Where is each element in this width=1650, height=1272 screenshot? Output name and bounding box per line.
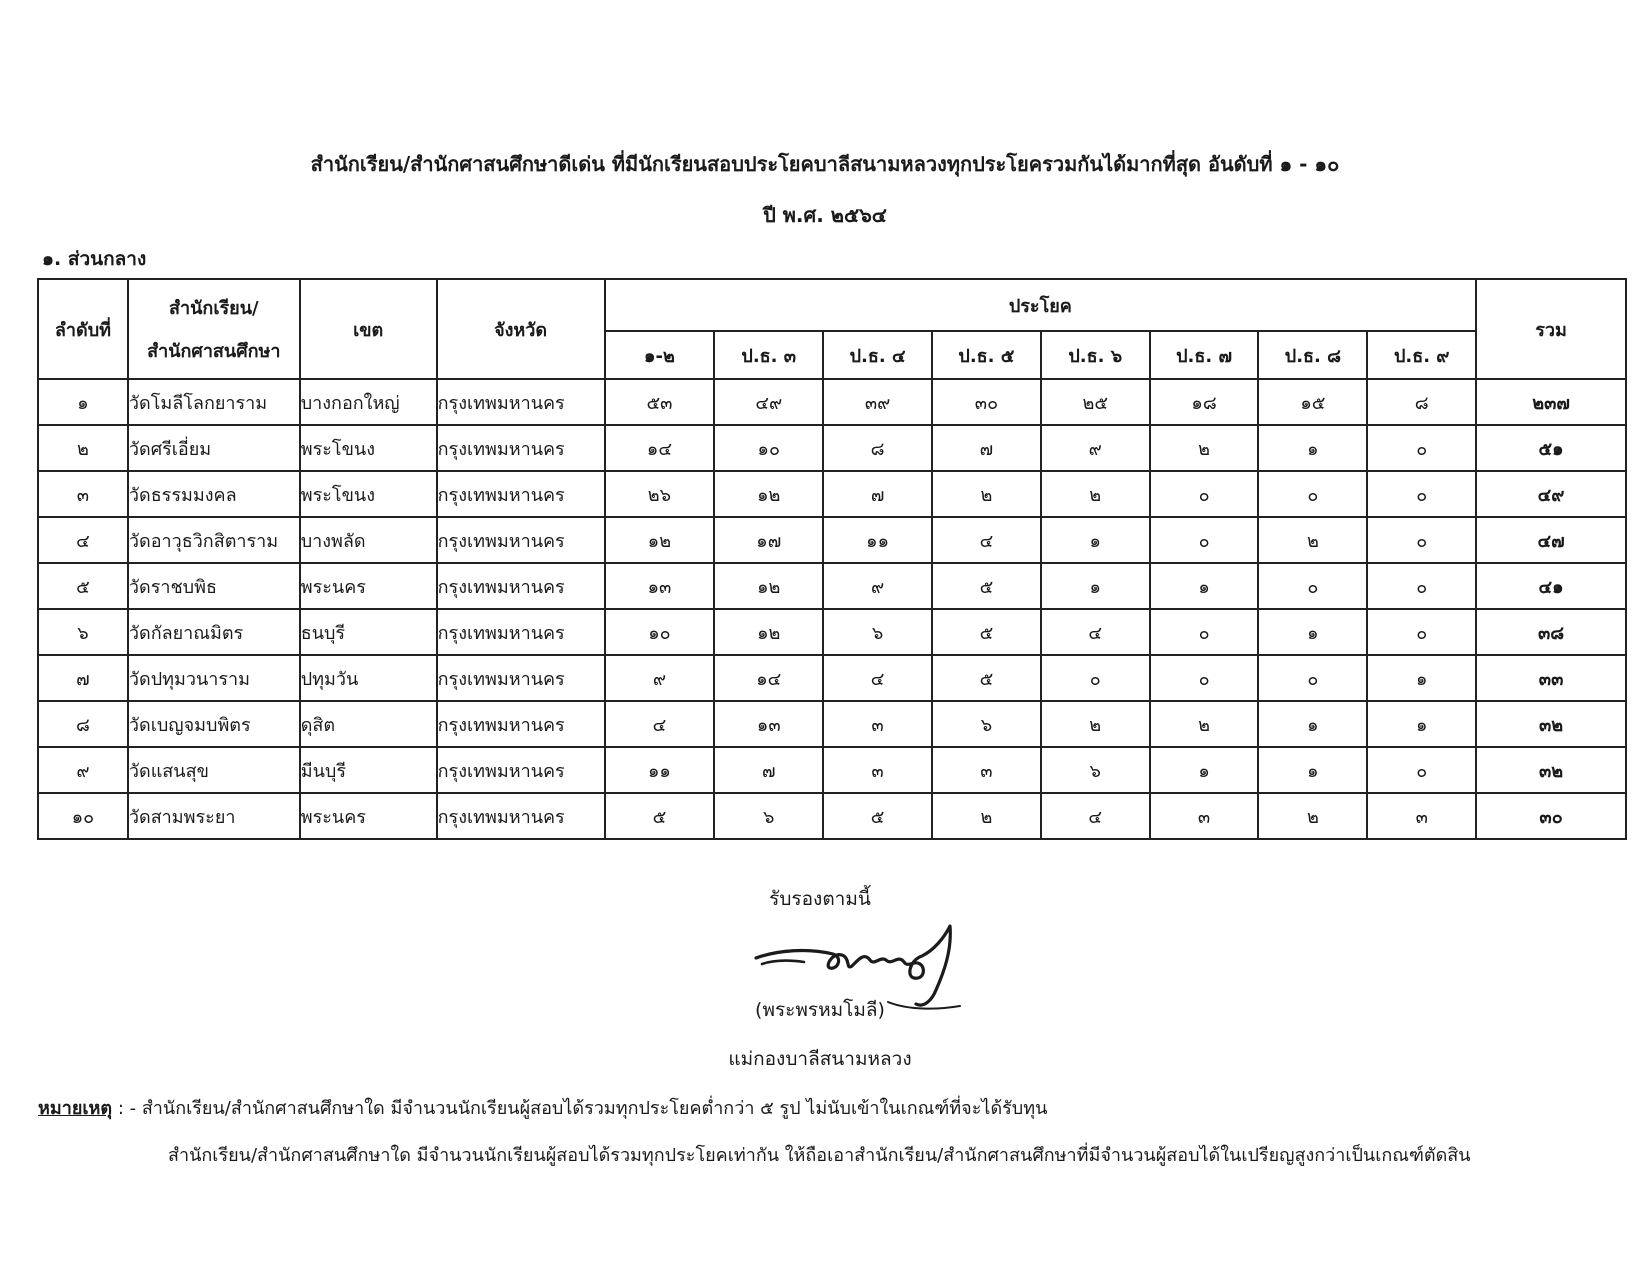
grade-cell: ๒: [1150, 425, 1259, 471]
grade-cell: ๒: [1150, 701, 1259, 747]
grade-cell: ๕: [823, 793, 932, 839]
grade-cell: ๑: [1041, 517, 1150, 563]
signer-position: แม่กองบาลีสนามหลวง: [728, 1048, 912, 1070]
grade-cell: ๒๕: [1041, 379, 1150, 425]
province-cell: กรุงเทพมหานคร: [437, 609, 605, 655]
province-cell: กรุงเทพมหานคร: [437, 471, 605, 517]
rank-cell: ๖: [38, 609, 128, 655]
grade-cell: ๑๒: [714, 471, 823, 517]
note-line-2: สำนักเรียน/สำนักศาสนศึกษาใด มีจำนวนนักเรียนผู้สอบได้รวมทุกประโยคเท่ากัน ให้ถือเอาสำนักเรียน/สำนักศาสนศึกษาที่มีจำนวนผู้สอบได้ในเปรียญสูงกว่าเป็นเกณฑ์ตัดสิน: [168, 1145, 1471, 1166]
grade-cell: ๕: [932, 563, 1041, 609]
grade-cell: ๙: [823, 563, 932, 609]
school-cell: วัดโมลีโลกยาราม: [128, 379, 300, 425]
table-row: [38, 425, 1626, 471]
grade-cell: ๕: [932, 609, 1041, 655]
grade-cell: ๐: [1258, 563, 1367, 609]
grade-cell: ๑: [1041, 563, 1150, 609]
grade-cell: ๔: [932, 517, 1041, 563]
grade-cell: ๐: [1367, 563, 1476, 609]
grade-cell: ๖: [1041, 747, 1150, 793]
grade-cell: ๑: [1367, 655, 1476, 701]
grade-cell: ๘: [1367, 379, 1476, 425]
header-grade: ป.ธ. ๘: [1258, 331, 1367, 379]
grade-cell: ๑: [1258, 747, 1367, 793]
grade-cell: ๖: [823, 609, 932, 655]
grade-cell: ๑๑: [605, 747, 715, 793]
grade-cell: ๑๔: [605, 425, 715, 471]
grade-cell: ๓: [823, 701, 932, 747]
school-cell: วัดกัลยาณมิตร: [128, 609, 300, 655]
table-row: [38, 747, 1626, 793]
grade-cell: ๕๓: [605, 379, 715, 425]
header-grade: ป.ธ. ๙: [1367, 331, 1476, 379]
province-cell: กรุงเทพมหานคร: [437, 747, 605, 793]
header-grade: ป.ธ. ๓: [714, 331, 823, 379]
grade-cell: ๑๕: [1258, 379, 1367, 425]
school-cell: วัดสามพระยา: [128, 793, 300, 839]
grade-cell: ๑: [1258, 701, 1367, 747]
total-cell: ๓๒: [1476, 747, 1626, 793]
grade-cell: ๗: [823, 471, 932, 517]
grade-cell: ๔๙: [714, 379, 823, 425]
grade-cell: ๐: [1150, 655, 1259, 701]
school-cell: วัดศรีเอี่ยม: [128, 425, 300, 471]
grade-cell: ๗: [714, 747, 823, 793]
section-heading: ๑. ส่วนกลาง: [42, 248, 147, 270]
total-cell: ๔๗: [1476, 517, 1626, 563]
header-school-line2: สำนักศาสนศึกษา: [147, 341, 281, 362]
district-cell: พระโขนง: [300, 471, 437, 517]
grade-cell: ๑๘: [1150, 379, 1259, 425]
header-grade: ป.ธ. ๗: [1150, 331, 1259, 379]
header-school: [128, 279, 300, 379]
grade-cell: ๒: [1041, 471, 1150, 517]
grade-cell: ๖: [932, 701, 1041, 747]
header-province: จังหวัด: [437, 279, 605, 379]
rank-cell: ๓: [38, 471, 128, 517]
note-label: หมายเหตุ: [38, 1098, 113, 1119]
header-total: รวม: [1476, 279, 1626, 379]
district-cell: มีนบุรี: [300, 747, 437, 793]
header-grade: ป.ธ. ๔: [823, 331, 932, 379]
grade-cell: ๐: [1041, 655, 1150, 701]
grade-cell: ๑๒: [714, 563, 823, 609]
rank-cell: ๘: [38, 701, 128, 747]
document-title: สำนักเรียน/สำนักศาสนศึกษาดีเด่น ที่มีนักเรียนสอบประโยคบาลีสนามหลวงทุกประโยครวมกันได้มากที่สุด อันดับที่ ๑ - ๑๐: [310, 152, 1340, 176]
grade-cell: ๕: [605, 793, 715, 839]
total-cell: ๕๑: [1476, 425, 1626, 471]
total-cell: ๓๐: [1476, 793, 1626, 839]
table-row: [38, 379, 1626, 425]
grade-cell: ๑๔: [714, 655, 823, 701]
grade-cell: ๑๒: [714, 609, 823, 655]
document-year: ปี พ.ศ. ๒๕๖๔: [763, 203, 887, 227]
grade-cell: ๒: [1041, 701, 1150, 747]
table-row: [38, 563, 1626, 609]
signer-name: (พระพรหมโมลี): [755, 999, 885, 1021]
grade-cell: ๐: [1150, 609, 1259, 655]
header-district: เขต: [300, 279, 437, 379]
grade-cell: ๑๑: [823, 517, 932, 563]
grade-cell: ๑: [1367, 701, 1476, 747]
total-cell: ๔๙: [1476, 471, 1626, 517]
grade-cell: ๐: [1258, 471, 1367, 517]
grade-cell: ๑: [1150, 563, 1259, 609]
district-cell: ธนบุรี: [300, 609, 437, 655]
school-cell: วัดธรรมมงคล: [128, 471, 300, 517]
grade-cell: ๕: [932, 655, 1041, 701]
rank-cell: ๗: [38, 655, 128, 701]
grade-cell: ๔: [605, 701, 715, 747]
province-cell: กรุงเทพมหานคร: [437, 793, 605, 839]
grade-cell: ๓: [1150, 793, 1259, 839]
grade-cell: ๔: [1041, 609, 1150, 655]
table-row: [38, 655, 1626, 701]
grade-cell: ๔: [823, 655, 932, 701]
grade-cell: ๑: [1258, 609, 1367, 655]
district-cell: พระนคร: [300, 563, 437, 609]
grade-cell: ๒๖: [605, 471, 715, 517]
rank-cell: ๑: [38, 379, 128, 425]
grade-cell: ๘: [823, 425, 932, 471]
grade-cell: ๐: [1367, 517, 1476, 563]
grade-cell: ๑๒: [605, 517, 715, 563]
table-body: [38, 379, 1626, 839]
header-grade-group: ประโยค: [605, 279, 1477, 331]
district-cell: บางพลัด: [300, 517, 437, 563]
rank-cell: ๕: [38, 563, 128, 609]
rank-cell: ๙: [38, 747, 128, 793]
grade-cell: ๐: [1150, 517, 1259, 563]
grade-cell: ๓: [823, 747, 932, 793]
grade-cell: ๐: [1367, 609, 1476, 655]
grade-cell: ๐: [1367, 425, 1476, 471]
note-text-1: : - สำนักเรียน/สำนักศาสนศึกษาใด มีจำนวนนักเรียนผู้สอบได้รวมทุกประโยคต่ำกว่า ๕ รูป ไม่นับเข้าในเกณฑ์ที่จะได้รับทุน: [112, 1098, 1048, 1119]
header-grade: ป.ธ. ๕: [932, 331, 1041, 379]
grade-cell: ๔: [1041, 793, 1150, 839]
grade-cell: ๑๐: [714, 425, 823, 471]
province-cell: กรุงเทพมหานคร: [437, 701, 605, 747]
total-cell: ๔๑: [1476, 563, 1626, 609]
district-cell: พระโขนง: [300, 425, 437, 471]
table-row: [38, 471, 1626, 517]
header-school-line1: สำนักเรียน/: [169, 298, 259, 319]
header-rank: ลำดับที่: [38, 279, 128, 379]
district-cell: พระนคร: [300, 793, 437, 839]
grade-cell: ๑: [1258, 425, 1367, 471]
grade-cell: ๑๓: [605, 563, 715, 609]
rank-cell: ๔: [38, 517, 128, 563]
district-cell: ปทุมวัน: [300, 655, 437, 701]
grade-cell: ๑๗: [714, 517, 823, 563]
approval-text: รับรองตามนี้: [769, 888, 871, 910]
grade-cell: ๓๐: [932, 379, 1041, 425]
grade-cell: ๐: [1150, 471, 1259, 517]
grade-cell: ๐: [1258, 655, 1367, 701]
total-cell: ๓๒: [1476, 701, 1626, 747]
province-cell: กรุงเทพมหานคร: [437, 425, 605, 471]
province-cell: กรุงเทพมหานคร: [437, 655, 605, 701]
header-grade: ๑-๒: [605, 331, 715, 379]
table-row: [38, 609, 1626, 655]
grade-cell: ๓๙: [823, 379, 932, 425]
total-cell: ๓๘: [1476, 609, 1626, 655]
school-cell: วัดอาวุธวิกสิตาราม: [128, 517, 300, 563]
header-grade: ป.ธ. ๖: [1041, 331, 1150, 379]
grade-cell: ๑๓: [714, 701, 823, 747]
grade-cell: ๙: [605, 655, 715, 701]
school-cell: วัดเบญจมบพิตร: [128, 701, 300, 747]
grade-cell: ๒: [932, 471, 1041, 517]
grade-cell: ๒: [1258, 793, 1367, 839]
school-cell: วัดแสนสุข: [128, 747, 300, 793]
school-cell: วัดราชบพิธ: [128, 563, 300, 609]
grade-cell: ๓: [1367, 793, 1476, 839]
province-cell: กรุงเทพมหานคร: [437, 517, 605, 563]
grade-cell: ๑๐: [605, 609, 715, 655]
grade-cell: ๗: [932, 425, 1041, 471]
rank-cell: ๑๐: [38, 793, 128, 839]
province-cell: กรุงเทพมหานคร: [437, 379, 605, 425]
grade-cell: ๒: [932, 793, 1041, 839]
table-row: [38, 793, 1626, 839]
table-row: [38, 517, 1626, 563]
grade-cell: ๙: [1041, 425, 1150, 471]
grade-cell: ๖: [714, 793, 823, 839]
grade-cell: ๐: [1367, 747, 1476, 793]
school-cell: วัดปทุมวนาราม: [128, 655, 300, 701]
grade-cell: ๐: [1367, 471, 1476, 517]
rank-cell: ๒: [38, 425, 128, 471]
results-table: [37, 278, 1627, 840]
total-cell: ๓๓: [1476, 655, 1626, 701]
grade-cell: ๑: [1150, 747, 1259, 793]
total-cell: ๒๓๗: [1476, 379, 1626, 425]
table-row: [38, 701, 1626, 747]
district-cell: บางกอกใหญ่: [300, 379, 437, 425]
note-line-1: [38, 1093, 1047, 1122]
grade-cell: ๓: [932, 747, 1041, 793]
province-cell: กรุงเทพมหานคร: [437, 563, 605, 609]
grade-cell: ๒: [1258, 517, 1367, 563]
district-cell: ดุสิต: [300, 701, 437, 747]
